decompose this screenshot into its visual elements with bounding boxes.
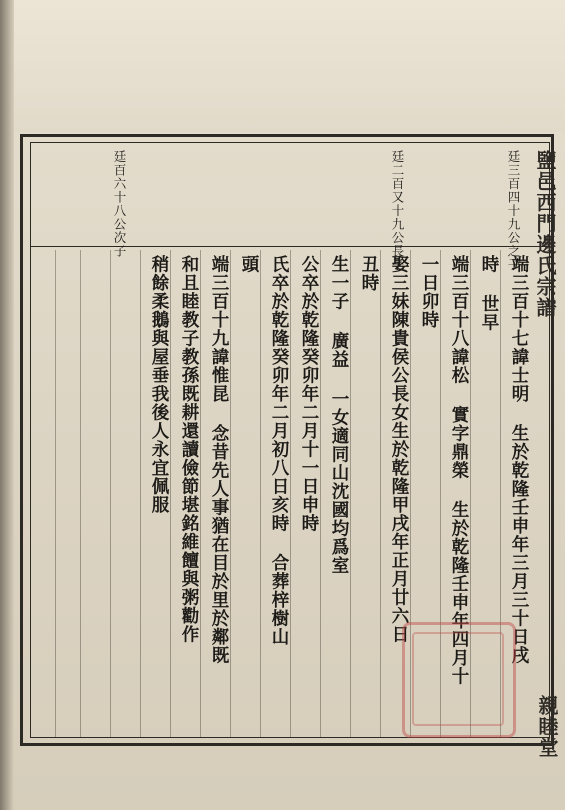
body-column: 時 世早 <box>479 255 499 332</box>
column-rule <box>350 250 351 738</box>
body-column: 和且睦教子教孫既耕還讀儉節堪銘維饘與粥勸作 <box>179 255 199 644</box>
body-column: 氏卒於乾隆癸卯年二月初八日亥時 合葬梓樹山 <box>269 255 289 646</box>
parent-note: 廷二百又十九公長子 <box>390 150 405 272</box>
body-column: 端三百十八諱松 實字鼎榮 生於乾隆壬申年四月十 <box>449 255 469 686</box>
body-column: 娶三妹陳貴侯公長女生於乾隆甲戌年正月廿六日 <box>389 255 409 644</box>
body-column: 端三百十九諱惟昆 念昔先人事猶在目於里於鄰既 <box>209 255 229 665</box>
blank-upper-margin <box>0 0 565 132</box>
body-column: 丑時 <box>359 255 379 292</box>
column-rule <box>230 250 231 738</box>
column-rule <box>80 250 81 738</box>
body-column: 生一子 廣益 一女適同山沈國均爲室 <box>329 255 349 575</box>
column-rule <box>55 250 56 738</box>
book-spine <box>0 0 14 810</box>
parent-note: 廷三百四十九公之子 <box>506 150 521 272</box>
body-column: 端三百十七諱士明 生於乾隆壬申年三月三十日戌 <box>509 255 529 665</box>
column-rule <box>170 250 171 738</box>
column-rule <box>380 250 381 738</box>
column-rule <box>110 250 111 738</box>
book-title: 鹽邑西門邊氏宗譜 <box>533 150 557 318</box>
body-column: 一日卯時 <box>419 255 439 329</box>
body-column: 稍餘柔鵝與屋垂我後人永宜佩服 <box>149 255 169 514</box>
body-column: 公卒於乾隆癸卯年二月十一日申時 <box>299 255 319 533</box>
body-column: 頭 <box>239 255 259 274</box>
column-rule <box>140 250 141 738</box>
column-rule <box>200 250 201 738</box>
column-rule <box>260 250 261 738</box>
column-rule <box>290 250 291 738</box>
red-seal-stamp-inner <box>412 632 504 726</box>
hall-name: 親睦堂 <box>535 695 559 758</box>
column-rule <box>320 250 321 738</box>
parent-note: 廷百六十八公次子 <box>112 150 127 258</box>
generation-divider <box>30 246 550 247</box>
